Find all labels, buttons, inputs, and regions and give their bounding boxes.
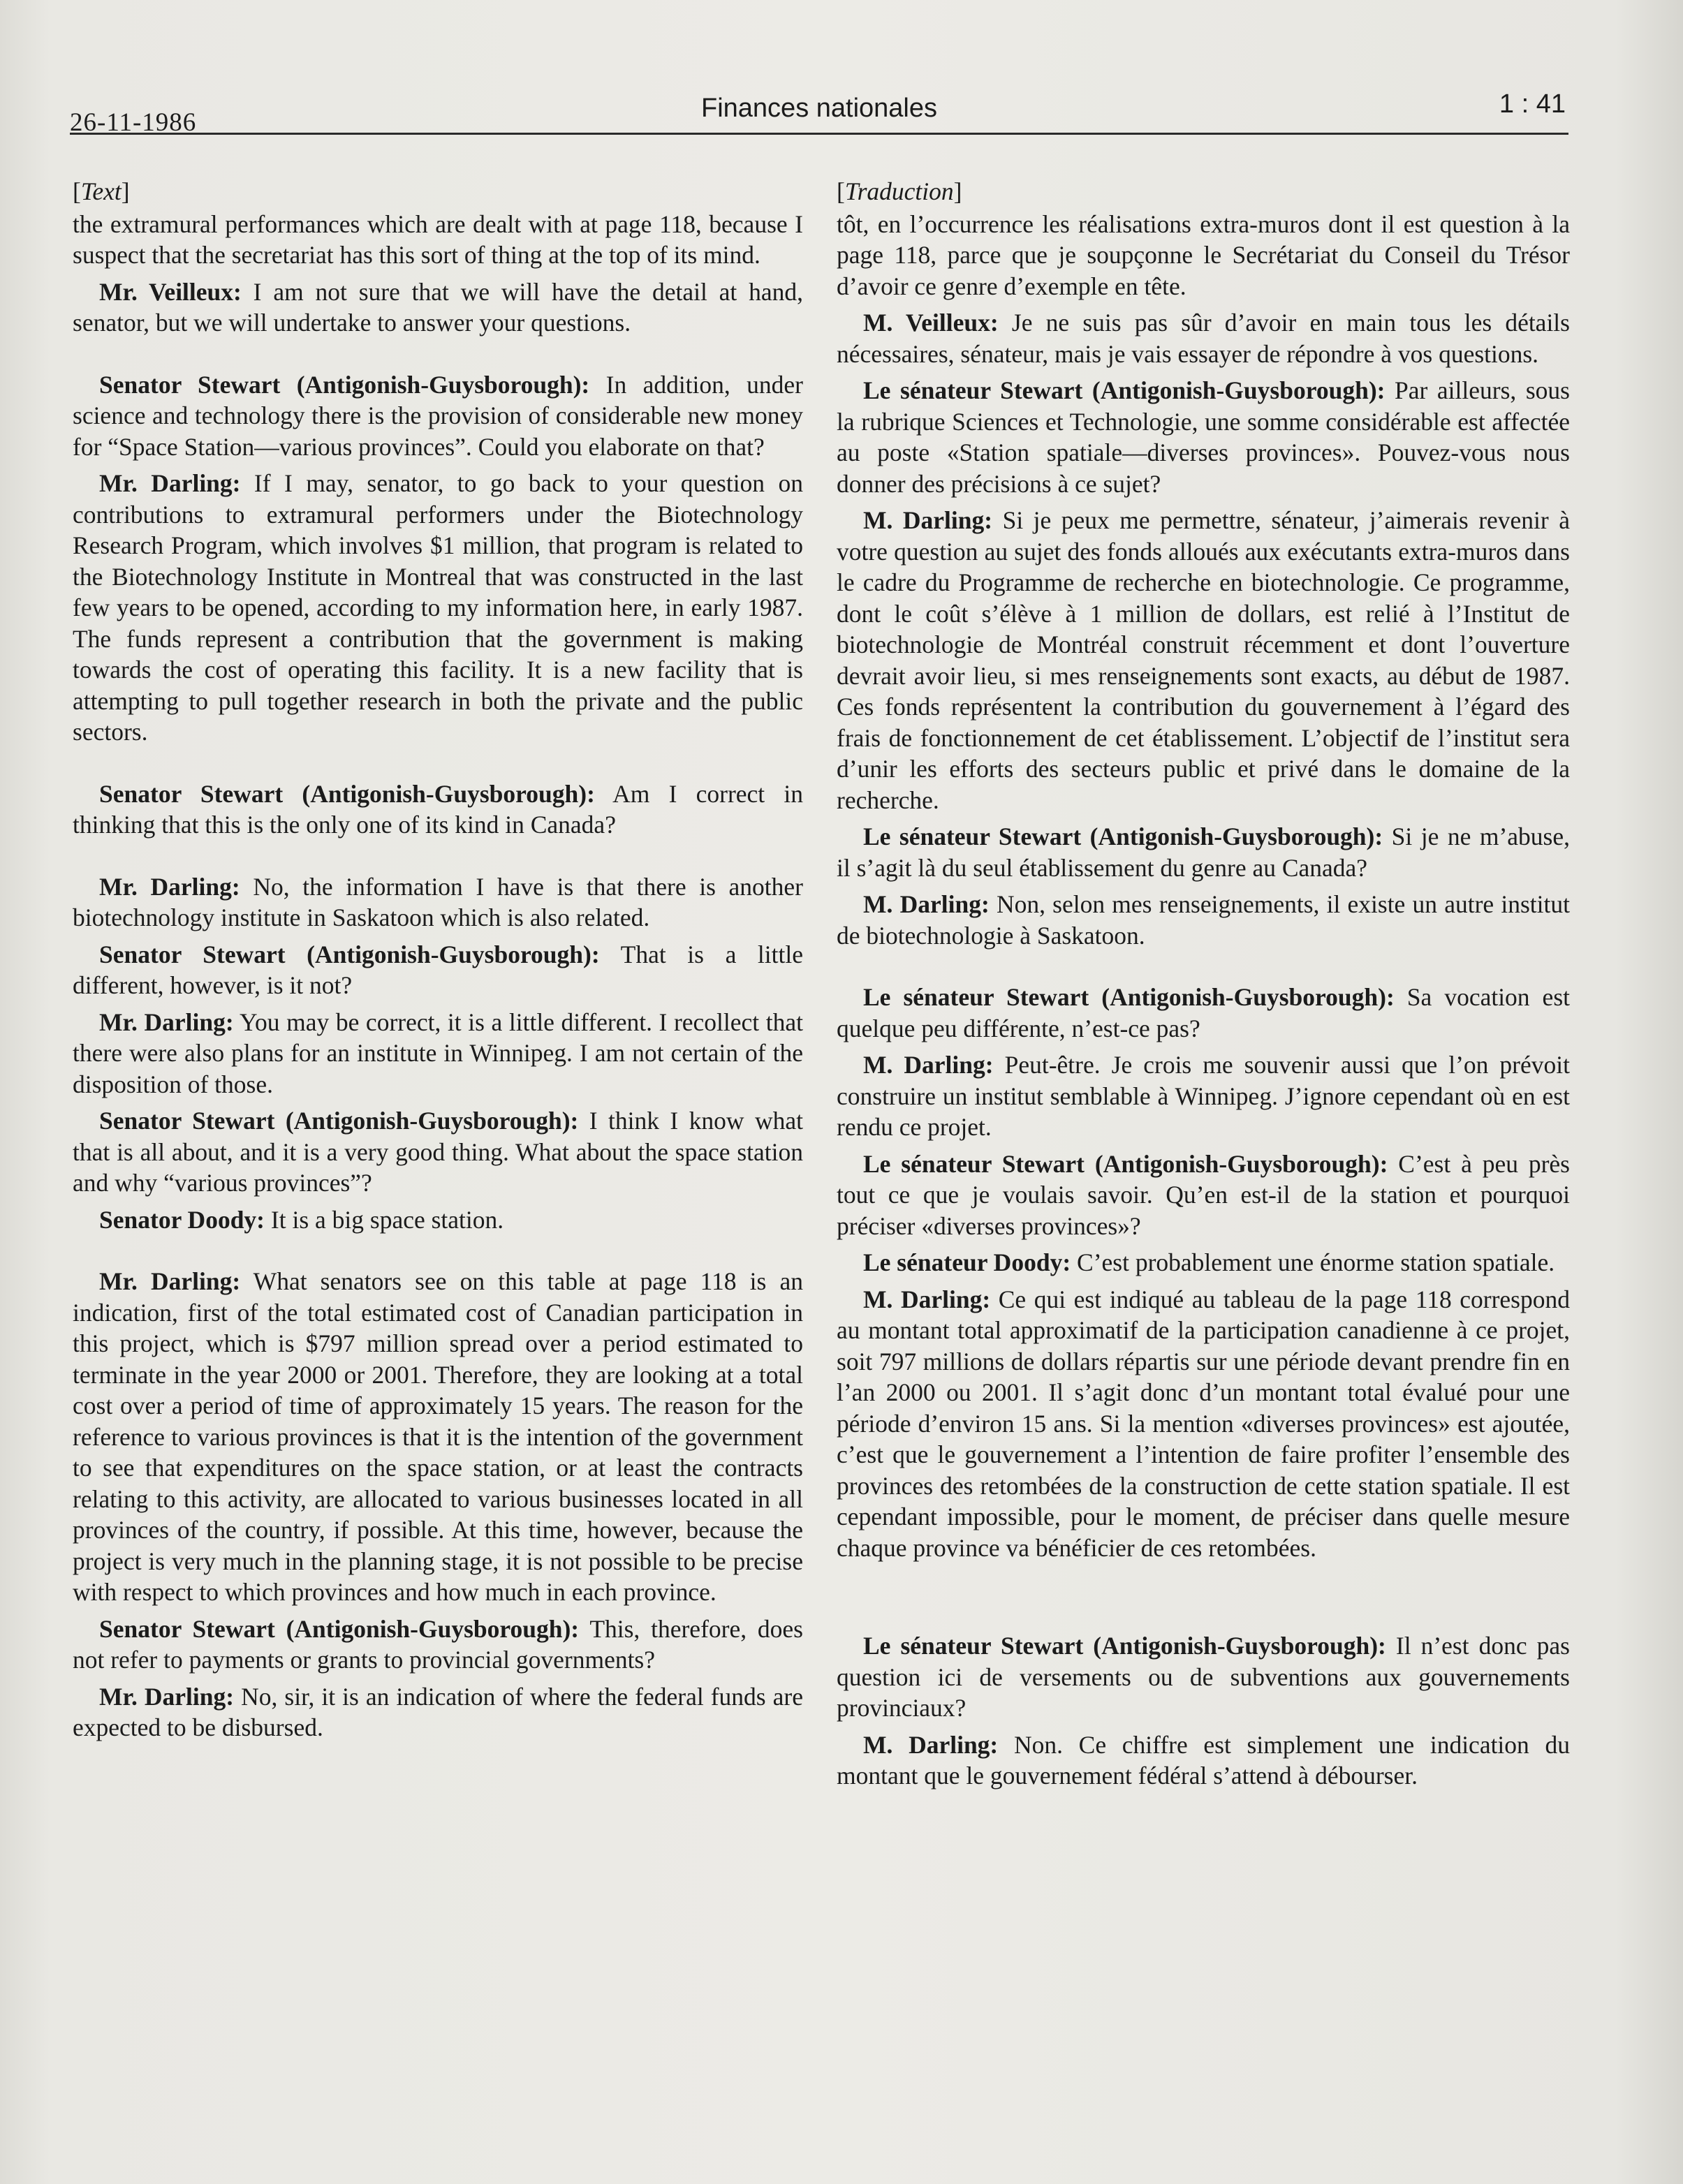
paragraph-text: In addition, under science and technology there is the provision of considerable new money for “Space Station—various provinces”. Could you elaborate on that? (73, 370, 803, 461)
paragraph (73, 276, 803, 339)
paragraph (837, 1247, 1570, 1278)
paragraph-text: Am I correct in thinking that this is the only one of its kind in Canada? (73, 779, 803, 839)
page-number: 1 : 41 (1499, 89, 1566, 119)
paragraph (73, 779, 803, 841)
paragraph-text: Ce qui est indiqué au tableau de la page 118 correspond au montant total approximatif de la participation canadienne à ce projet, soit 797 millions de dollars répartis sur une période devant prendre fin en l’an 2000 ou 2001. Il s’agit donc d’un montant total évalué pour une période d’environ 15 ans. Si la mention «diverses provinces» est ajoutée, c’est que le gouvernement a l’intention de faire profiter l’ensemble des provinces des retombées de la construction de cette station spatiale. Il est cependant impossible, pour le moment, de préciser dans quelle mesure chaque province va bénéficier de ces retombées. (837, 1285, 1570, 1562)
paragraph (837, 1284, 1570, 1564)
paragraph-text: Si je peux me permettre, sénateur, j’aimerais revenir à votre question au sujet des fonds alloués aux exécutants extra-muros dans le cadre du Programme de recherche en biotechnologie. Ce programme, dont le coût s’élève à 1 million de dollars, est relié à l’Institut de biotechnologie de Montréal construit récemment et dont l’ouverture devrait avoir lieu, si mes renseignements sont exacts, au début de 1987. Ces fonds représentent la contribution du gouvernement à l’égard des frais de fonctionnement de cet établissement. L’objectif de l’institut sera d’unir les efforts des secteurs public et privé dans le domaine de la recherche. (837, 506, 1570, 814)
speaker-name: M. Darling: (863, 506, 993, 534)
paragraph-text: tôt, en l’occurrence les réalisations extra-muros dont il est question à la page 118, parce que je soupçonne le Secrétariat du Conseil du Trésor d’avoir ce genre d’exemple en tête. (837, 209, 1570, 300)
speaker-name: M. Darling: (863, 890, 990, 918)
header-title: Finances nationales (701, 94, 937, 123)
speaker-name: Senator Stewart (Antigonish-Guysborough): (99, 940, 600, 968)
paragraph-text: Non. Ce chiffre est simplement une indication du montant que le gouvernement fédéral s’attend à débourser. (837, 1730, 1570, 1790)
speaker-name: Mr. Darling: (99, 469, 241, 497)
paragraph (837, 209, 1570, 302)
paragraph (73, 1614, 803, 1676)
speaker-name: Mr. Darling: (99, 1008, 234, 1036)
paragraph-text: Non, selon mes renseignements, il existe un autre institut de biotechnologie à Saskatoon. (837, 890, 1570, 950)
paragraph (837, 307, 1570, 369)
paragraph (73, 871, 803, 934)
paragraph (73, 209, 803, 271)
paragraph-text: C’est à peu près tout ce que je voulais savoir. Qu’en est-il de la station et pourquoi préciser «diverses provinces»? (837, 1149, 1570, 1240)
paragraph-text: Je ne suis pas sûr d’avoir en main tous les détails nécessaires, sénateur, mais je vais essayer de répondre à vos questions. (837, 309, 1570, 368)
speaker-name: Senator Doody: (99, 1205, 265, 1234)
paragraph (73, 1681, 803, 1743)
paragraph (73, 468, 803, 748)
paragraph (837, 889, 1570, 951)
paragraph-text: I think I know what that is all about, and it is a very good thing. What about the space station and why “various provinces”? (73, 1107, 803, 1197)
speaker-name: Le sénateur Doody: (863, 1248, 1071, 1276)
paragraph (73, 1266, 803, 1608)
paragraph-text: Si je ne m’abuse, il s’agit là du seul établissement du genre au Canada? (837, 822, 1570, 882)
paragraph (73, 1007, 803, 1100)
page-header (70, 82, 1568, 135)
paragraph-text: That is a little different, however, is it not? (73, 940, 803, 999)
speaker-name: Le sénateur Stewart (Antigonish-Guysborough): (863, 376, 1386, 404)
speaker-name: Senator Stewart (Antigonish-Guysborough): (99, 1107, 579, 1135)
paragraph (837, 982, 1570, 1044)
speaker-name: Senator Stewart (Antigonish-Guysborough): (99, 1614, 580, 1643)
speaker-name: Mr. Veilleux: (99, 277, 242, 306)
paragraph-text: the extramural performances which are dealt with at page 118, because I suspect that the secretariat has this sort of thing at the top of its mind. (73, 209, 803, 269)
paragraph-text: Sa vocation est quelque peu différente, n’est-ce pas? (837, 983, 1570, 1042)
header-date: 26-11-1986 (70, 108, 197, 137)
paragraph-text: It is a big space station. (265, 1205, 504, 1234)
paragraph (837, 375, 1570, 499)
language-tag: [Text] (73, 177, 130, 205)
paragraph-text: C’est probablement une énorme station spatiale. (1071, 1248, 1555, 1276)
speaker-name: M. Veilleux: (863, 309, 999, 337)
paragraph-text: If I may, senator, to go back to your question on contributions to extramural performers under the Biotechnology Research Program, which involves $1 million, that program is related to the Biotechnology Institute in Montreal that was constructed in the last few years to be opened, according to my information here, in early 1987. The funds represent a contribution that the government is making towards the cost of operating this facility. It is a new facility that is attempting to pull together research in both the private and the public sectors. (73, 469, 803, 746)
paragraph-text: This, therefore, does not refer to payments or grants to provincial governments? (73, 1614, 803, 1674)
paragraph-text: Il n’est donc pas question ici de versements ou de subventions aux gouvernements provinciaux? (837, 1632, 1570, 1722)
paragraph (837, 821, 1570, 883)
language-tag: [Traduction] (837, 177, 962, 205)
paragraph (73, 1105, 803, 1199)
paragraph (837, 1729, 1570, 1792)
speaker-name: Mr. Darling: (99, 1267, 241, 1295)
speaker-name: Le sénateur Stewart (Antigonish-Guysborough): (863, 983, 1395, 1011)
paragraph-text: I am not sure that we will have the detail at hand, senator, but we will undertake to answer your questions. (73, 277, 803, 337)
paragraph (837, 1149, 1570, 1242)
speaker-name: M. Darling: (863, 1285, 991, 1313)
paragraph-text: What senators see on this table at page 118 is an indication, first of the total estimated cost of Canadian participation in this project, which is $797 million spread over a period estimated to terminate in the year 2000 or 2001. Therefore, they are looking at a total cost over a period of time of approximately 15 years. The reason for the reference to various provinces is that it is the intention of the government to see that expenditures on the space station, or at least the contracts relating to this activity, are allocated to various businesses located in all provinces of the country, if possible. At this time, however, because the project is very much in the planning stage, it is not possible to be precise with respect to which provinces and how much in each province. (73, 1267, 803, 1606)
french-column (837, 176, 1570, 1792)
speaker-name: Mr. Darling: (99, 1682, 235, 1711)
paragraph (837, 505, 1570, 816)
paragraph (837, 1049, 1570, 1143)
paragraph-text: No, sir, it is an indication of where the federal funds are expected to be disbursed. (73, 1682, 803, 1741)
english-column (73, 176, 803, 1743)
paragraph-text: Peut-être. Je crois me souvenir aussi que l’on prévoit construire un institut semblable à Winnipeg. J’ignore cependant où en est rendu ce projet. (837, 1051, 1570, 1141)
paragraph-text: No, the information I have is that there is another biotechnology institute in Saskatoon which is also related. (73, 872, 803, 931)
speaker-name: Le sénateur Stewart (Antigonish-Guysborough): (863, 822, 1383, 850)
speaker-name: Le sénateur Stewart (Antigonish-Guysborough): (863, 1632, 1386, 1660)
speaker-name: Senator Stewart (Antigonish-Guysborough): (99, 370, 590, 399)
paragraph (73, 939, 803, 1001)
paragraph-text: You may be correct, it is a little different. I recollect that there were also plans for an institute in Winnipeg. I am not certain of the disposition of those. (73, 1008, 803, 1098)
speaker-name: M. Darling: (863, 1730, 999, 1759)
paragraph-text: Par ailleurs, sous la rubrique Sciences et Technologie, une somme considérable est affectée au poste «Station spatiale—diverses provinces». Pouvez-vous nous donner des précisions à ce sujet? (837, 376, 1570, 498)
speaker-name: Le sénateur Stewart (Antigonish-Guysborough): (863, 1149, 1388, 1178)
speaker-name: Senator Stewart (Antigonish-Guysborough): (99, 779, 595, 808)
paragraph (837, 1630, 1570, 1724)
paragraph (73, 1204, 803, 1236)
paragraph (73, 369, 803, 463)
speaker-name: M. Darling: (863, 1051, 994, 1079)
speaker-name: Mr. Darling: (99, 872, 240, 901)
